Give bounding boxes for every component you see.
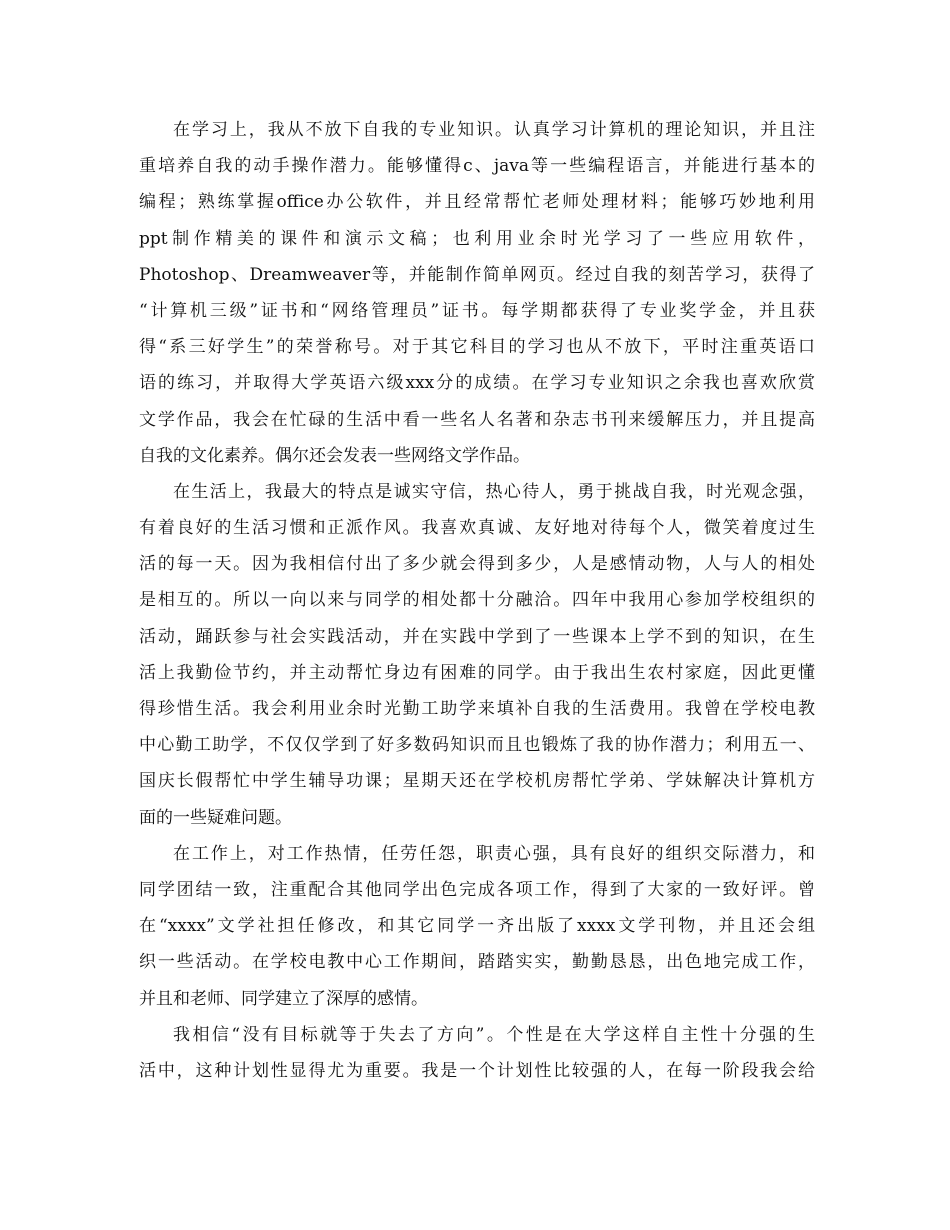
text-line: 中心勤工助学，不仅仅学到了好多数码知识而且也锻炼了我的协作潜力；利用五一、 xyxy=(139,735,815,756)
text-line: 有着良好的生活习惯和正派作风。我喜欢真诚、友好地对待每个人，微笑着度过生 xyxy=(139,518,815,539)
text-line: “计算机三级”证书和“网络管理员”证书。每学期都获得了专业奖学金，并且获 xyxy=(139,300,815,321)
text-line: ppt制作精美的课件和演示文稿；也利用业余时光学习了一些应用软件， xyxy=(139,228,815,249)
text-line: 得“系三好学生”的荣誉称号。对于其它科目的学习也从不放下，平时注重英语口 xyxy=(139,337,815,358)
text-line: Photoshop、Dreamweaver等，并能制作简单网页。经过自我的刻苦学习，获得了 xyxy=(139,264,815,285)
text-line: 活的每一天。因为我相信付出了多少就会得到多少，人是感情动物，人与人的相处 xyxy=(139,554,815,575)
text-line: 活动，踊跃参与社会实践活动，并在实践中学到了一些课本上学不到的知识，在生 xyxy=(139,626,815,647)
text-line: 同学团结一致，注重配合其他同学出色完成各项工作，得到了大家的一致好评。曾 xyxy=(139,879,815,900)
text-line: 文学作品，我会在忙碌的生活中看一些名人名著和杂志书刊来缓解压力，并且提高 xyxy=(139,409,815,430)
text-line: 我相信“没有目标就等于失去了方向”。个性是在大学这样自主性十分强的生 xyxy=(173,1024,815,1045)
text-line: 自我的文化素养。偶尔还会发表一些网络文学作品。 xyxy=(139,445,530,466)
document-body xyxy=(139,112,815,1089)
text-line: 在工作上，对工作热情，任劳任怨，职责心强，具有良好的组织交际潜力，和 xyxy=(173,843,815,864)
text-line: 是相互的。所以一向以来与同学的相处都十分融洽。四年中我用心参加学校组织的 xyxy=(139,590,815,611)
text-line: 在“xxxx”文学社担任修改，和其它同学一齐出版了xxxx文学刊物，并且还会组 xyxy=(139,916,815,937)
text-line: 织一些活动。在学校电教中心工作期间，踏踏实实，勤勤恳恳，出色地完成工作， xyxy=(139,952,815,973)
text-line: 并且和老师、同学建立了深厚的感情。 xyxy=(139,988,428,1009)
text-line: 面的一些疑难问题。 xyxy=(139,807,292,828)
text-line: 重培养自我的动手操作潜力。能够懂得c、java等一些编程语言，并能进行基本的 xyxy=(139,156,815,177)
text-line: 编程；熟练掌握office办公软件，并且经常帮忙老师处理材料；能够巧妙地利用 xyxy=(139,192,815,213)
text-line: 语的练习，并取得大学英语六级xxx分的成绩。在学习专业知识之余我也喜欢欣赏 xyxy=(139,373,815,394)
text-line: 国庆长假帮忙中学生辅导功课；星期天还在学校机房帮忙学弟、学妹解决计算机方 xyxy=(139,771,815,792)
text-line: 在学习上，我从不放下自我的专业知识。认真学习计算机的理论知识，并且注 xyxy=(173,120,815,140)
text-line: 活中，这种计划性显得尤为重要。我是一个计划性比较强的人，在每一阶段我会给 xyxy=(139,1060,815,1081)
text-line: 活上我勤俭节约，并主动帮忙身边有困难的同学。由于我出生农村家庭，因此更懂 xyxy=(139,662,815,683)
text-line: 得珍惜生活。我会利用业余时光勤工助学来填补自我的生活费用。我曾在学校电教 xyxy=(139,699,815,719)
text-line: 在生活上，我最大的特点是诚实守信，热心待人，勇于挑战自我，时光观念强， xyxy=(173,481,815,502)
